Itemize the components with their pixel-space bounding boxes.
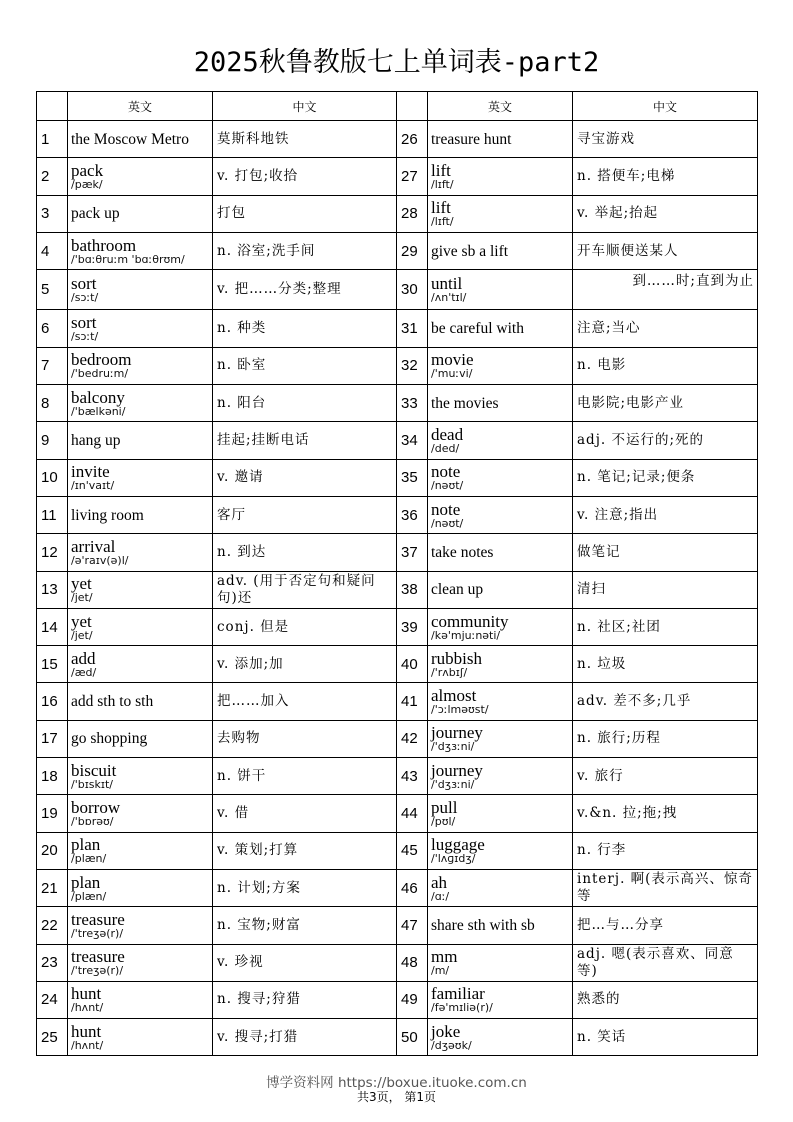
table-row (37, 683, 758, 720)
chinese-meaning: n. 垃圾 (573, 646, 758, 683)
chinese-meaning: n. 电影 (573, 347, 758, 384)
english-word: sort (71, 313, 97, 333)
english-word: note (431, 462, 461, 482)
table-row (37, 869, 758, 906)
english-cell (68, 832, 213, 869)
entry-number: 19 (37, 795, 68, 832)
entry-number: 32 (397, 347, 428, 384)
entry-number: 41 (397, 683, 428, 720)
entry-number: 37 (397, 534, 428, 571)
english-word: be careful with (431, 320, 524, 338)
english-cell (428, 121, 573, 158)
chinese-meaning: n. 笑话 (573, 1019, 758, 1056)
header-english-left: 英文 (68, 92, 213, 121)
english-cell (428, 158, 573, 195)
entry-number: 9 (37, 422, 68, 459)
chinese-meaning: v. 搜寻;打猎 (213, 1019, 397, 1056)
english-word: treasure (71, 947, 125, 967)
english-cell (68, 907, 213, 944)
english-word: bedroom (71, 350, 132, 370)
phonetic-transcription: /ded/ (431, 442, 460, 456)
chinese-meaning: conj. 但是 (213, 608, 397, 645)
english-word: treasure (71, 909, 125, 929)
chinese-meaning: n. 阳台 (213, 385, 397, 422)
chinese-meaning: 注意;当心 (573, 310, 758, 347)
table-row (37, 944, 758, 981)
chinese-meaning: adj. 嗯(表示喜欢、同意等) (573, 944, 758, 981)
entry-number: 24 (37, 981, 68, 1018)
chinese-meaning: 寻宝游戏 (573, 121, 758, 158)
page-number: 共3页， 第1页 (356, 1090, 437, 1104)
chinese-meaning: 清扫 (573, 571, 758, 608)
english-cell (68, 347, 213, 384)
english-cell (68, 121, 213, 158)
english-word: borrow (71, 797, 121, 817)
entry-number: 34 (397, 422, 428, 459)
chinese-meaning: n. 笔记;记录;便条 (573, 459, 758, 496)
entry-number: 48 (397, 944, 428, 981)
entry-number: 35 (397, 459, 428, 496)
phonetic-transcription: /lɪft/ (431, 215, 454, 229)
table-row (37, 270, 758, 310)
phonetic-transcription: /'bɒrəʊ/ (71, 814, 114, 828)
english-cell (428, 310, 573, 347)
entry-number: 33 (397, 385, 428, 422)
table-row (37, 310, 758, 347)
english-word: joke (431, 1021, 461, 1041)
vocabulary-table (36, 91, 758, 1056)
chinese-meaning: v. 打包;收拾 (213, 158, 397, 195)
entry-number: 30 (397, 270, 428, 310)
english-word: community (431, 611, 509, 631)
chinese-meaning: interj. 啊(表示高兴、惊奇等 (573, 869, 758, 906)
chinese-meaning: 打包 (213, 195, 397, 232)
english-word: hunt (71, 984, 102, 1004)
entry-number: 50 (397, 1019, 428, 1056)
chinese-meaning: v.&n. 拉;拖;拽 (573, 795, 758, 832)
english-cell (428, 832, 573, 869)
english-word: the Moscow Metro (71, 130, 189, 148)
english-cell (68, 422, 213, 459)
entry-number: 43 (397, 758, 428, 795)
english-cell (68, 944, 213, 981)
english-cell (68, 459, 213, 496)
english-word: luggage (431, 835, 485, 855)
entry-number: 21 (37, 869, 68, 906)
table-row (37, 347, 758, 384)
english-word: journey (431, 723, 483, 743)
english-cell (68, 195, 213, 232)
english-word: yet (71, 611, 92, 631)
header-chinese-left: 中文 (213, 92, 397, 121)
entry-number: 46 (397, 869, 428, 906)
english-cell (428, 385, 573, 422)
entry-number: 49 (397, 981, 428, 1018)
chinese-meaning: adv. (用于否定句和疑问句)还 (213, 571, 397, 608)
phonetic-transcription: /'dʒɜːni/ (431, 777, 475, 791)
table-row (37, 534, 758, 571)
entry-number: 36 (397, 496, 428, 533)
english-cell (428, 944, 573, 981)
entry-number: 6 (37, 310, 68, 347)
english-cell (428, 232, 573, 269)
english-cell (68, 158, 213, 195)
english-word: invite (71, 462, 110, 482)
chinese-meaning: v. 举起;抬起 (573, 195, 758, 232)
english-word: pack (71, 160, 104, 180)
chinese-meaning: n. 到达 (213, 534, 397, 571)
chinese-meaning: 熟悉的 (573, 981, 758, 1018)
english-word: dead (431, 425, 464, 445)
chinese-meaning: v. 添加;加 (213, 646, 397, 683)
english-cell (428, 422, 573, 459)
table-row (37, 758, 758, 795)
chinese-meaning: n. 旅行;历程 (573, 720, 758, 757)
phonetic-transcription: /ɪn'vaɪt/ (71, 479, 115, 493)
chinese-meaning: 把……加入 (213, 683, 397, 720)
phonetic-transcription: /fə'mɪliə(r)/ (431, 1001, 493, 1015)
english-word: plan (71, 872, 101, 892)
english-cell (68, 720, 213, 757)
phonetic-transcription: /ɑː/ (431, 889, 450, 903)
english-cell (428, 1019, 573, 1056)
entry-number: 38 (397, 571, 428, 608)
english-word: ah (431, 872, 448, 892)
english-word: go shopping (71, 730, 148, 748)
english-cell (428, 646, 573, 683)
phonetic-transcription: /'treʒə(r)/ (71, 926, 124, 940)
english-cell (68, 758, 213, 795)
table-row (37, 981, 758, 1018)
english-cell (428, 347, 573, 384)
table-body (37, 121, 758, 1056)
entry-number: 27 (397, 158, 428, 195)
phonetic-transcription: /plæn/ (71, 852, 107, 866)
phonetic-transcription: /sɔːt/ (71, 330, 99, 344)
entry-number: 12 (37, 534, 68, 571)
phonetic-transcription: /'bɪskɪt/ (71, 777, 114, 791)
entry-number: 3 (37, 195, 68, 232)
entry-number: 31 (397, 310, 428, 347)
entry-number: 23 (37, 944, 68, 981)
english-cell (68, 310, 213, 347)
english-word: yet (71, 574, 92, 594)
entry-number: 45 (397, 832, 428, 869)
english-word: treasure hunt (431, 130, 512, 148)
entry-number: 10 (37, 459, 68, 496)
chinese-meaning: 开车顺便送某人 (573, 232, 758, 269)
entry-number: 28 (397, 195, 428, 232)
chinese-meaning: n. 卧室 (213, 347, 397, 384)
chinese-meaning: v. 把……分类;整理 (213, 270, 397, 310)
table-row (37, 571, 758, 608)
english-cell (68, 385, 213, 422)
english-cell (428, 795, 573, 832)
chinese-meaning: 去购物 (213, 720, 397, 757)
english-word: add sth to sth (71, 693, 154, 711)
chinese-meaning: adv. 差不多;几乎 (573, 683, 758, 720)
chinese-meaning: n. 搭便车;电梯 (573, 158, 758, 195)
entry-number: 16 (37, 683, 68, 720)
table-row (37, 496, 758, 533)
chinese-meaning: v. 注意;指出 (573, 496, 758, 533)
phonetic-transcription: /m/ (431, 964, 450, 978)
phonetic-transcription: /ə'raɪv(ə)l/ (71, 553, 129, 567)
entry-number: 47 (397, 907, 428, 944)
english-word: the movies (431, 394, 499, 412)
entry-number: 15 (37, 646, 68, 683)
english-cell (68, 646, 213, 683)
english-word: bathroom (71, 235, 137, 255)
entry-number: 11 (37, 496, 68, 533)
chinese-meaning: 挂起;挂断电话 (213, 422, 397, 459)
table-row (37, 795, 758, 832)
table-row (37, 158, 758, 195)
english-word: movie (431, 350, 474, 370)
phonetic-transcription: /dʒəʊk/ (431, 1038, 472, 1052)
english-word: lift (431, 160, 451, 180)
english-word: pack up (71, 205, 120, 223)
phonetic-transcription: /lɪft/ (431, 177, 454, 191)
table-row (37, 1019, 758, 1056)
english-word: journey (431, 760, 483, 780)
phonetic-transcription: /hʌnt/ (71, 1038, 104, 1052)
table-row (37, 459, 758, 496)
table-row (37, 121, 758, 158)
phonetic-transcription: /hʌnt/ (71, 1001, 104, 1015)
english-word: give sb a lift (431, 242, 509, 260)
chinese-meaning: n. 搜寻;狩猎 (213, 981, 397, 1018)
table-row (37, 422, 758, 459)
english-cell (68, 496, 213, 533)
english-cell (428, 459, 573, 496)
english-word: take notes (431, 543, 494, 561)
english-word: biscuit (71, 760, 117, 780)
phonetic-transcription: /'dʒɜːni/ (431, 740, 475, 754)
chinese-meaning: 电影院;电影产业 (573, 385, 758, 422)
phonetic-transcription: /pæk/ (71, 177, 103, 191)
english-cell (68, 795, 213, 832)
chinese-meaning: n. 浴室;洗手间 (213, 232, 397, 269)
english-cell (428, 534, 573, 571)
english-cell (68, 571, 213, 608)
header-chinese-right: 中文 (573, 92, 758, 121)
phonetic-transcription: /'treʒə(r)/ (71, 964, 124, 978)
entry-number: 1 (37, 121, 68, 158)
table-header-row (37, 92, 758, 121)
english-word: share sth with sb (431, 916, 535, 934)
entry-number: 14 (37, 608, 68, 645)
entry-number: 29 (397, 232, 428, 269)
english-word: hang up (71, 432, 121, 450)
entry-number: 22 (37, 907, 68, 944)
chinese-meaning: n. 社区;社团 (573, 608, 758, 645)
chinese-meaning: n. 饼干 (213, 758, 397, 795)
english-word: sort (71, 274, 97, 294)
entry-number: 39 (397, 608, 428, 645)
english-cell (68, 869, 213, 906)
table-row (37, 646, 758, 683)
chinese-meaning: 莫斯科地铁 (213, 121, 397, 158)
entry-number: 8 (37, 385, 68, 422)
english-word: pull (431, 797, 458, 817)
english-cell (68, 270, 213, 310)
table-row (37, 195, 758, 232)
english-cell (68, 683, 213, 720)
phonetic-transcription: /'muːvi/ (431, 367, 473, 381)
footer-source: 博学资料网 https://boxue.ituoke.com.cn (266, 1075, 527, 1091)
phonetic-transcription: /ʌn'tɪl/ (431, 291, 467, 305)
english-word: lift (431, 198, 451, 218)
phonetic-transcription: /'bɑːθruːm 'bɑːθrʊm/ (71, 252, 185, 266)
english-word: note (431, 499, 461, 519)
english-word: add (71, 648, 96, 668)
table-row (37, 385, 758, 422)
phonetic-transcription: /jet/ (71, 591, 93, 605)
english-cell (428, 720, 573, 757)
chinese-meaning: v. 借 (213, 795, 397, 832)
chinese-meaning: adj. 不运行的;死的 (573, 422, 758, 459)
english-cell (68, 534, 213, 571)
english-word: living room (71, 506, 144, 524)
english-cell (428, 981, 573, 1018)
chinese-meaning: v. 珍视 (213, 944, 397, 981)
entry-number: 17 (37, 720, 68, 757)
phonetic-transcription: /sɔːt/ (71, 291, 99, 305)
english-cell (428, 869, 573, 906)
english-cell (68, 1019, 213, 1056)
english-word: plan (71, 835, 101, 855)
phonetic-transcription: /pʊl/ (431, 814, 456, 828)
english-cell (68, 232, 213, 269)
phonetic-transcription: /jet/ (71, 628, 93, 642)
chinese-meaning: 做笔记 (573, 534, 758, 571)
entry-number: 18 (37, 758, 68, 795)
english-word: almost (431, 686, 477, 706)
english-cell (428, 195, 573, 232)
phonetic-transcription: /'lʌɡɪdʒ/ (431, 852, 476, 866)
english-word: hunt (71, 1021, 102, 1041)
chinese-meaning: 到……时;直到为止 (573, 270, 758, 310)
english-cell (428, 270, 573, 310)
chinese-meaning: v. 邀请 (213, 459, 397, 496)
chinese-meaning: v. 旅行 (573, 758, 758, 795)
phonetic-transcription: /nəʊt/ (431, 516, 464, 530)
entry-number: 20 (37, 832, 68, 869)
table-row (37, 608, 758, 645)
entry-number: 42 (397, 720, 428, 757)
phonetic-transcription: /æd/ (71, 665, 97, 679)
entry-number: 26 (397, 121, 428, 158)
phonetic-transcription: /kə'mjuːnəti/ (431, 628, 501, 642)
chinese-meaning: n. 行李 (573, 832, 758, 869)
phonetic-transcription: /'bedruːm/ (71, 367, 129, 381)
chinese-meaning: 客厅 (213, 496, 397, 533)
phonetic-transcription: /'rʌbɪʃ/ (431, 665, 468, 679)
english-cell (68, 981, 213, 1018)
header-num-left (37, 92, 68, 121)
chinese-meaning: n. 种类 (213, 310, 397, 347)
english-cell (428, 758, 573, 795)
phonetic-transcription: /plæn/ (71, 889, 107, 903)
table-row (37, 232, 758, 269)
english-word: arrival (71, 536, 116, 556)
chinese-meaning: n. 计划;方案 (213, 869, 397, 906)
english-word: rubbish (431, 648, 482, 668)
table-row (37, 720, 758, 757)
english-word: until (431, 274, 463, 294)
english-word: balcony (71, 387, 125, 407)
entry-number: 25 (37, 1019, 68, 1056)
chinese-meaning: v. 策划;打算 (213, 832, 397, 869)
entry-number: 40 (397, 646, 428, 683)
english-cell (428, 571, 573, 608)
entry-number: 7 (37, 347, 68, 384)
english-cell (68, 608, 213, 645)
table-row (37, 832, 758, 869)
entry-number: 4 (37, 232, 68, 269)
english-word: mm (431, 947, 458, 967)
english-word: familiar (431, 984, 485, 1004)
english-cell (428, 907, 573, 944)
english-cell (428, 683, 573, 720)
table-row (37, 907, 758, 944)
page-title: 2025秋鲁教版七上单词表-part2 (193, 47, 600, 78)
entry-number: 2 (37, 158, 68, 195)
entry-number: 5 (37, 270, 68, 310)
phonetic-transcription: /'ɔːlməʊst/ (431, 703, 489, 717)
chinese-meaning: 把…与…分享 (573, 907, 758, 944)
phonetic-transcription: /nəʊt/ (431, 479, 464, 493)
english-word: clean up (431, 581, 484, 599)
entry-number: 44 (397, 795, 428, 832)
chinese-meaning: n. 宝物;财富 (213, 907, 397, 944)
english-cell (428, 496, 573, 533)
entry-number: 13 (37, 571, 68, 608)
english-cell (428, 608, 573, 645)
header-english-right: 英文 (428, 92, 573, 121)
phonetic-transcription: /'bælkəni/ (71, 404, 126, 418)
header-num-right (397, 92, 428, 121)
